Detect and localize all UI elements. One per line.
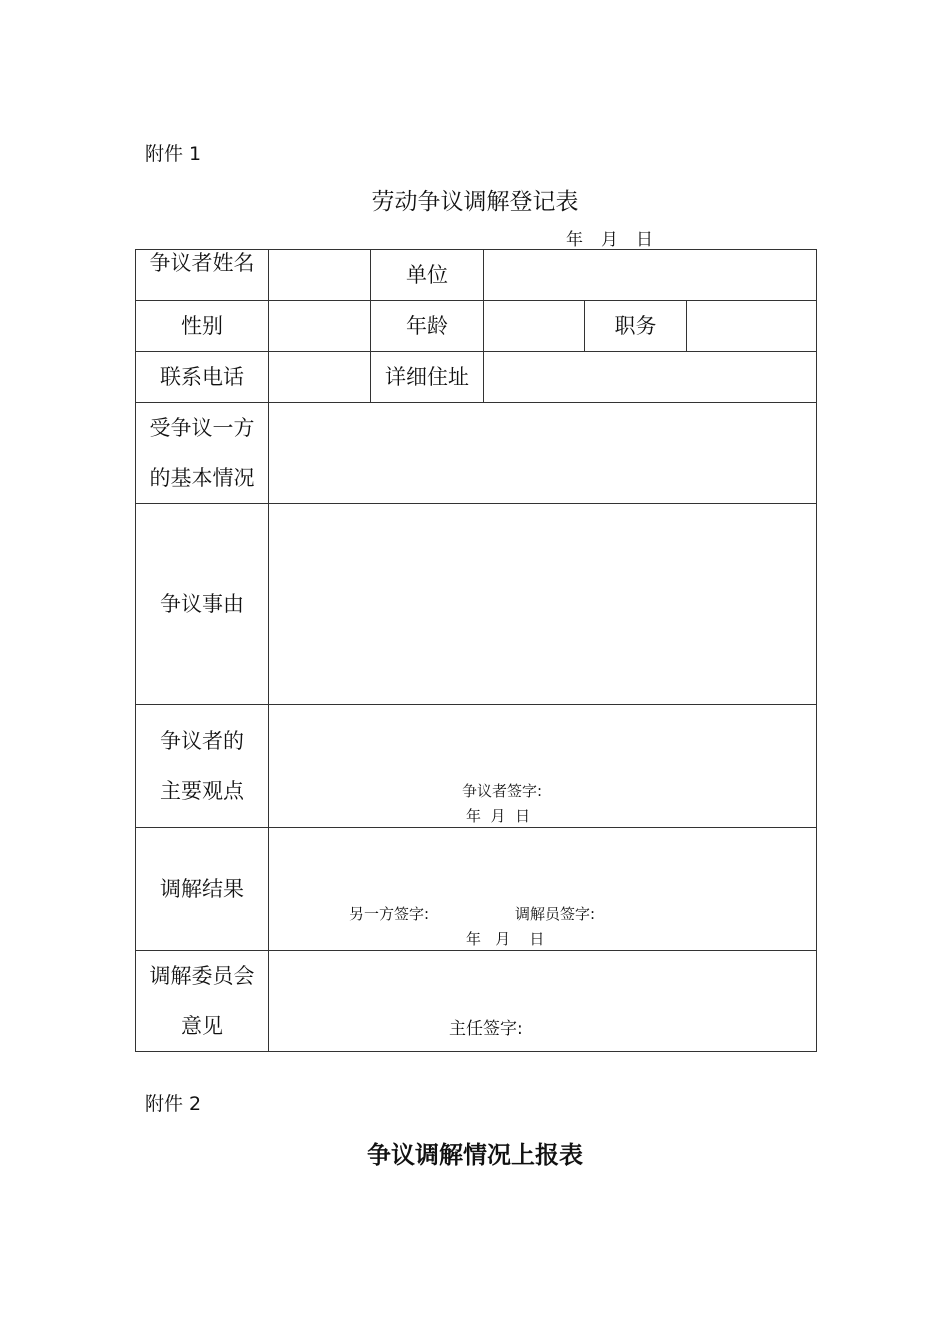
result-date: 年 月 日	[466, 930, 545, 948]
other-party-label-line2: 的基本情况	[149, 466, 255, 490]
other-party-label-line1: 受争议一方	[149, 416, 255, 440]
views-label-line1: 争议者的	[160, 729, 244, 753]
name-label: 争议者姓名	[136, 250, 269, 301]
committee-label	[136, 951, 269, 1052]
registration-form-table	[135, 249, 817, 1052]
committee-label-line1: 调解委员会	[149, 964, 255, 988]
date-year: 年	[566, 230, 583, 250]
annex-2-label: 附件 2	[145, 1093, 202, 1115]
phone-label: 联系电话	[136, 352, 269, 403]
result-mediator-sign-label: 调解员签字:	[515, 905, 596, 923]
date-day: 日	[636, 230, 653, 250]
age-label: 年龄	[371, 301, 484, 352]
date-header	[566, 225, 671, 250]
other-party-label	[136, 403, 269, 504]
row-gender	[136, 301, 817, 352]
views-label-line2: 主要观点	[160, 779, 244, 803]
row-reason	[136, 504, 817, 705]
phone-field[interactable]	[269, 352, 371, 403]
position-label: 职务	[585, 301, 687, 352]
committee-label-line2: 意见	[181, 1014, 223, 1038]
committee-sign-label: 主任签字:	[449, 1019, 523, 1039]
form-title: 劳动争议调解登记表	[371, 189, 579, 215]
views-label	[136, 705, 269, 828]
unit-label: 单位	[371, 250, 484, 301]
address-field[interactable]	[484, 352, 817, 403]
reason-field[interactable]	[269, 504, 817, 705]
annex-1-label: 附件 1	[145, 143, 202, 165]
row-result	[136, 828, 817, 951]
result-field[interactable]	[269, 828, 817, 951]
date-month: 月	[601, 230, 618, 250]
report-title: 争议调解情况上报表	[367, 1141, 583, 1169]
position-field[interactable]	[687, 301, 817, 352]
other-party-field[interactable]	[269, 403, 817, 504]
row-committee	[136, 951, 817, 1052]
row-views	[136, 705, 817, 828]
views-date: 年 月 日	[466, 807, 531, 825]
reason-label: 争议事由	[136, 504, 269, 705]
age-field[interactable]	[484, 301, 585, 352]
address-label: 详细住址	[371, 352, 484, 403]
views-field[interactable]	[269, 705, 817, 828]
views-sign-label: 争议者签字:	[462, 782, 543, 800]
unit-field[interactable]	[484, 250, 817, 301]
gender-label: 性别	[136, 301, 269, 352]
result-label: 调解结果	[136, 828, 269, 951]
row-phone	[136, 352, 817, 403]
row-other-party	[136, 403, 817, 504]
gender-field[interactable]	[269, 301, 371, 352]
row-name	[136, 250, 817, 301]
committee-field[interactable]	[269, 951, 817, 1052]
name-field[interactable]	[269, 250, 371, 301]
result-other-sign-label: 另一方签字:	[349, 905, 430, 923]
